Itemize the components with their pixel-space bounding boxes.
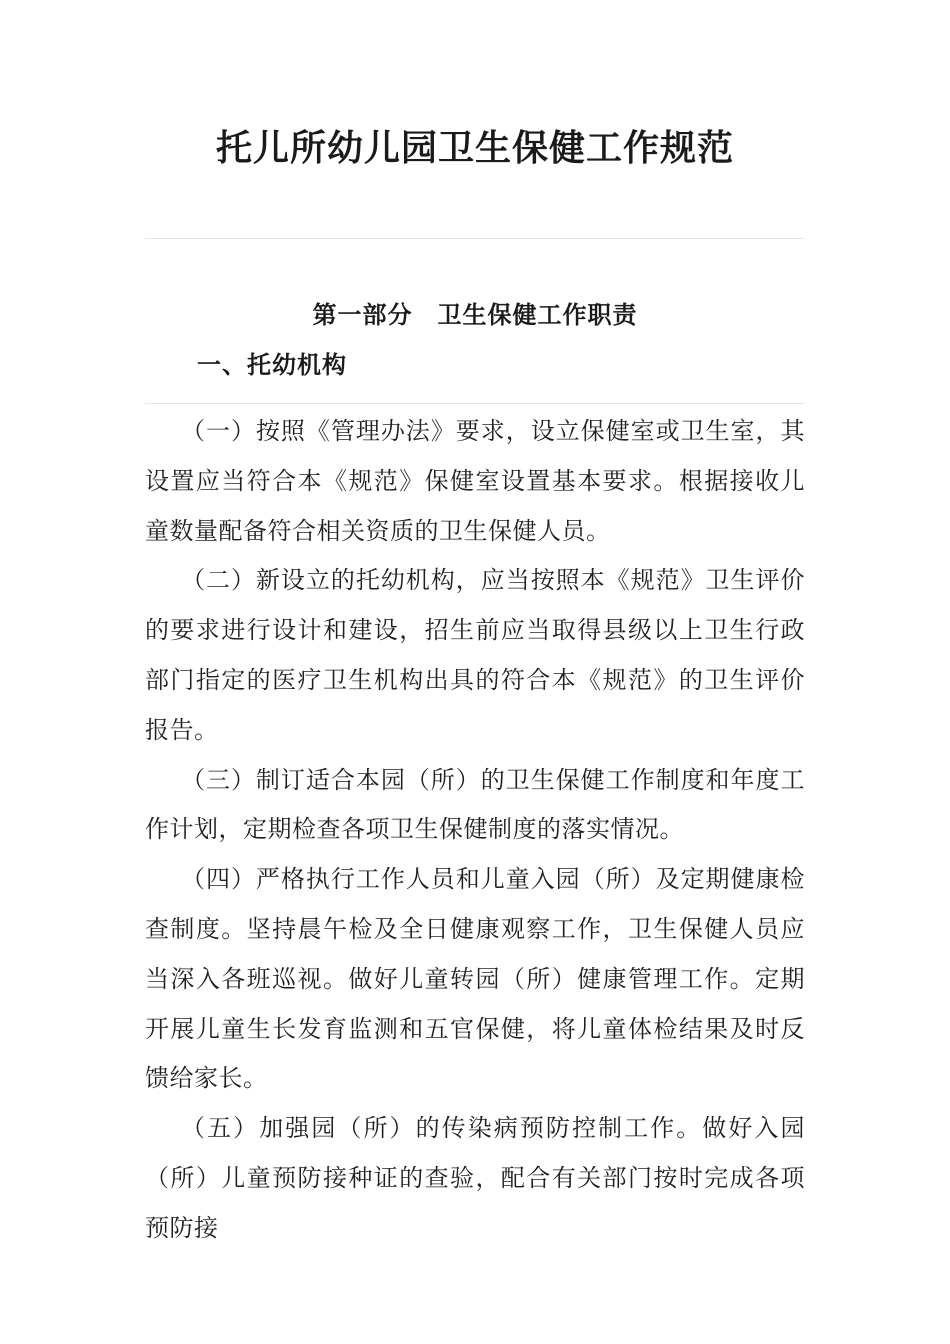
title-divider: [145, 238, 805, 239]
document-title: 托儿所幼儿园卫生保健工作规范: [215, 127, 734, 169]
paragraph-1: （一）按照《管理办法》要求，设立保健室或卫生室，其设置应当符合本《规范》保健室设置基本要求。根据接收儿童数量配备符合相关资质的卫生保健人员。: [145, 417, 805, 545]
paragraph-2: （二）新设立的托幼机构，应当按照本《规范》卫生评价的要求进行设计和建设，招生前应当取得县级以上卫生行政部门指定的医疗卫生机构出具的符合本《规范》的卫生评价报告。: [145, 566, 805, 744]
paragraph-4: （四）严格执行工作人员和儿童入园（所）及定期健康检查制度。坚持晨午检及全日健康观察工作，卫生保健人员应当深入各班巡视。做好儿童转园（所）健康管理工作。定期开展儿童生长发育监测和五官保健，将儿童体检结果及时反馈给家长。: [145, 865, 805, 1093]
section-divider: [145, 403, 805, 404]
part-heading: 第一部分 卫生保健工作职责: [312, 301, 638, 329]
section-heading: 一、托幼机构: [197, 351, 347, 379]
paragraph-5: （五）加强园（所）的传染病预防控制工作。做好入园（所）儿童预防接种证的查验，配合有关部门按时完成各项预防接: [145, 1114, 805, 1242]
paragraph-3: （三）制订适合本园（所）的卫生保健工作制度和年度工作计划，定期检查各项卫生保健制度的落实情况。: [145, 765, 805, 844]
body-text: [145, 407, 805, 1254]
